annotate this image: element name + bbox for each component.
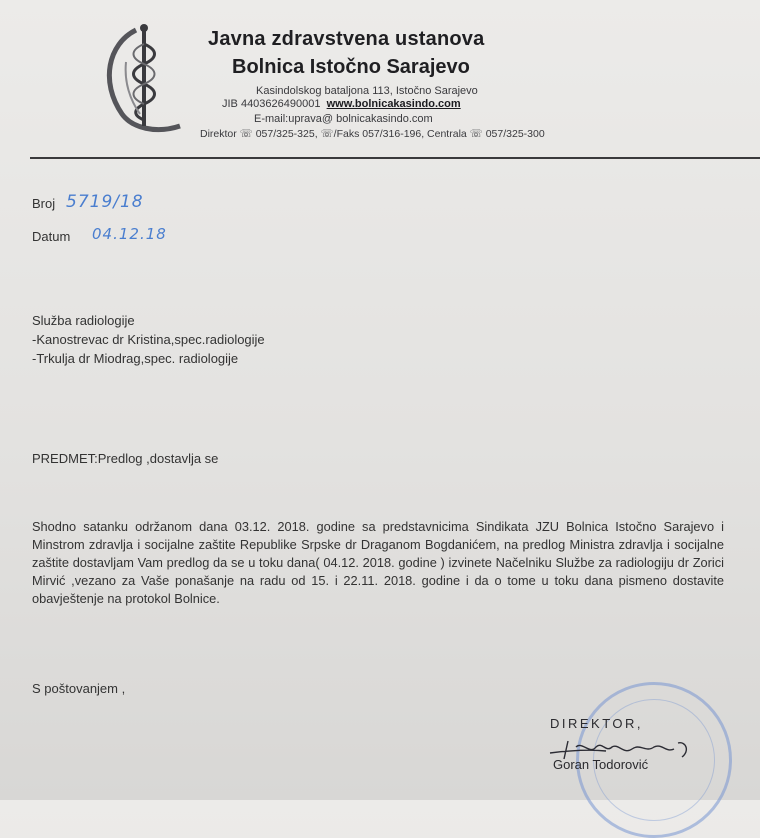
phones-line: Direktor ☏ 057/325-325, ☏/Faks 057/316-196, Centrala ☏ 057/325-300 bbox=[200, 128, 545, 140]
letter-body: Shodno satanku održanom dana 03.12. 2018. godine sa predstavnicima Sindikata JZU Bolnica Istočno Sarajevo i Minstrom zdravlja i socijalne zaštite Republike Srpske dr Draganom Bogdanićem, na predlog Ministra zdravlja i socijalne zaštite dostavljam Vam predlog da se u toku dana( 04.12. 2018. godine ) izvinete Načelniku Službe za radiologiju dr Zorici Mirvić ,vezano za Vaše ponašanje na radu od 15. i 22.11. 2018. godine i da o tome u toku dana pismeno dostavite obavještenje na protokol Bolnice. bbox=[32, 519, 724, 606]
recipient-department: Služba radiologije bbox=[32, 313, 135, 328]
jib-website-line bbox=[222, 98, 461, 110]
address-line: Kasindolskog bataljona 113, Istočno Sarajevo bbox=[256, 85, 478, 97]
broj-value: 5719/18 bbox=[66, 192, 144, 212]
recipient-line: -Kanostrevac dr Kristina,spec.radiologije bbox=[32, 332, 265, 347]
website-link[interactable]: www.bolnicakasindo.com bbox=[326, 98, 461, 110]
header-divider bbox=[30, 157, 760, 159]
datum-value: 04.12.18 bbox=[92, 225, 167, 243]
subject-line: PREDMET:Predlog ,dostavlja se bbox=[32, 451, 219, 466]
broj-label: Broj bbox=[32, 196, 56, 211]
signatory-title: DIREKTOR, bbox=[550, 716, 644, 731]
org-name: Javna zdravstvena ustanova bbox=[208, 28, 485, 50]
jib-number: JIB 4403626490001 bbox=[222, 98, 321, 110]
closing-salutation: S poštovanjem , bbox=[32, 681, 126, 696]
signatory-name: Goran Todorović bbox=[553, 757, 649, 772]
datum-label: Datum bbox=[32, 229, 71, 244]
email-line: E-mail:uprava@ bolnicakasindo.com bbox=[254, 113, 433, 125]
caduceus-logo-icon bbox=[96, 22, 188, 138]
hospital-name: Bolnica Istočno Sarajevo bbox=[232, 56, 470, 78]
recipient-line: -Trkulja dr Miodrag,spec. radiologije bbox=[32, 351, 239, 366]
